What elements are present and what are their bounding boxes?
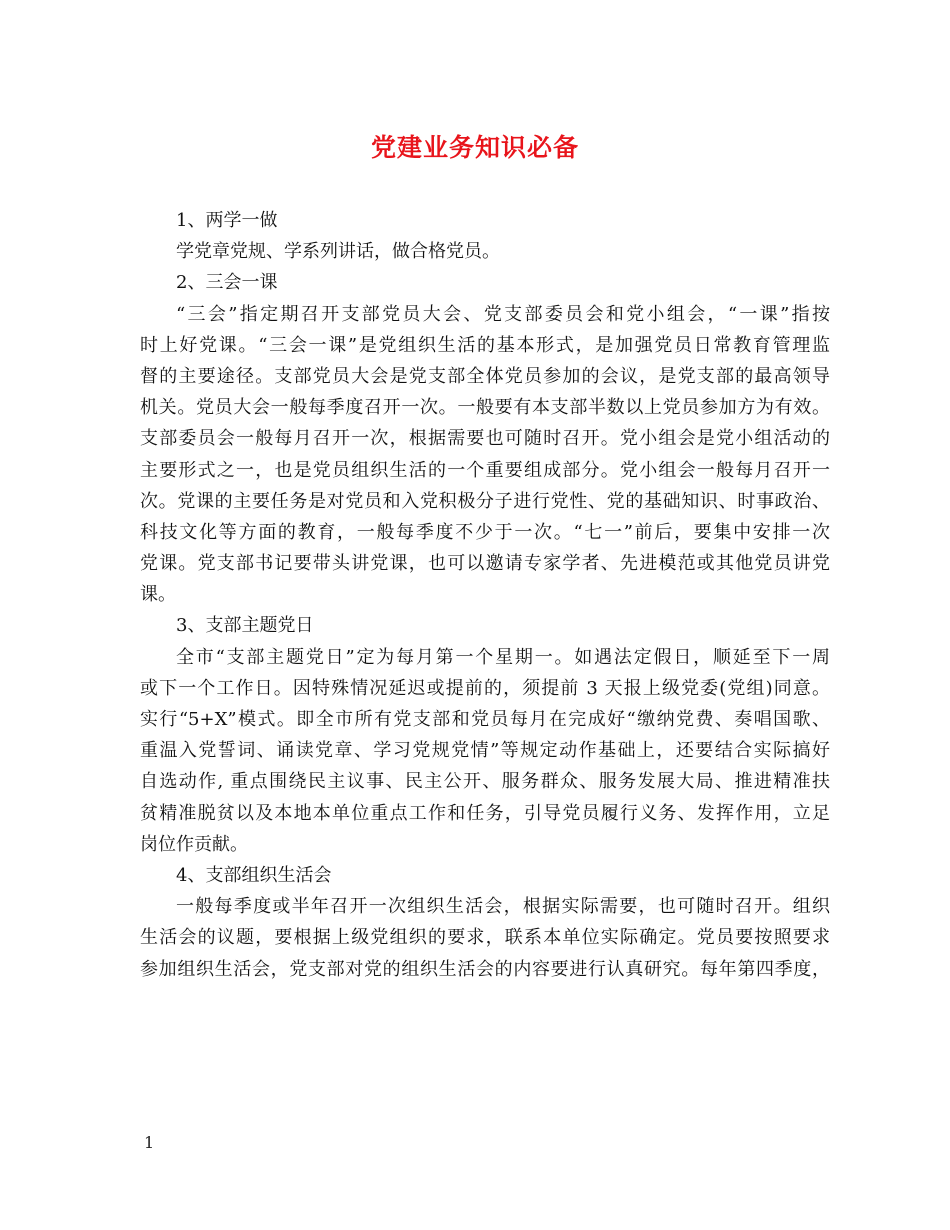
text-line: 督的主要途径。支部党员大会是党支部全体党员参加的会议，是党支部的最高领导 — [140, 365, 830, 387]
text-line: 3、支部主题党日 — [176, 615, 314, 637]
text-line: “三会”指定期召开支部党员大会、党支部委员会和党小组会，“一课”指按 — [176, 303, 830, 325]
text-line: 2、三会一课 — [176, 272, 278, 294]
text-line: 一般每季度或半年召开一次组织生活会，根据实际需要，也可随时召开。组织 — [176, 896, 830, 918]
text-line: 自选动作, 重点围绕民主议事、民主公开、服务群众、服务发展大局、推进精准扶 — [140, 771, 830, 793]
page-number: 1 — [144, 1133, 155, 1152]
document-title: 党建业务知识必备 — [370, 133, 579, 162]
text-line: 机关。党员大会一般每季度召开一次。一般要有本支部半数以上党员参加方为有效。 — [140, 397, 830, 419]
text-line: 科技文化等方面的教育，一般每季度不少于一次。“七一”前后，要集中安排一次 — [140, 521, 830, 543]
text-line: 支部委员会一般每月召开一次，根据需要也可随时召开。党小组会是党小组活动的 — [140, 428, 830, 450]
text-line: 岗位作贡献。 — [140, 833, 248, 855]
text-line: 实行“5+X”模式。即全市所有党支部和党员每月在完成好“缴纳党费、奏唱国歌、 — [140, 709, 830, 730]
text-line: 4、支部组织生活会 — [176, 864, 332, 886]
text-line: 时上好党课。“三会一课”是党组织生活的基本形式，是加强党员日常教育管理监 — [140, 334, 830, 356]
text-line: 全市“支部主题党日”定为每月第一个星期一。如遇法定假日，顺延至下一周 — [176, 646, 830, 668]
text-line: 主要形式之一，也是党员组织生活的一个重要组成部分。党小组会一般每月召开一 — [140, 459, 830, 481]
text-line: 重温入党誓词、诵读党章、学习党规党情”等规定动作基础上，还要结合实际搞好 — [140, 740, 830, 762]
text-line: 生活会的议题，要根据上级党组织的要求，联系本单位实际确定。党员要按照要求 — [140, 927, 830, 949]
document-body — [140, 205, 830, 985]
text-line: 参加组织生活会，党支部对党的组织生活会的内容要进行认真研究。每年第四季度， — [140, 958, 830, 980]
text-line: 或下一个工作日。因特殊情况延迟或提前的，须提前 3 天报上级党委(党组)同意。 — [140, 677, 830, 699]
text-line: 贫精准脱贫以及本地本单位重点工作和任务，引导党员履行义务、发挥作用，立足 — [140, 802, 830, 824]
text-line: 课。 — [140, 584, 176, 606]
text-line: 党课。党支部书记要带头讲党课，也可以邀请专家学者、先进模范或其他党员讲党 — [140, 553, 830, 575]
text-line: 1、两学一做 — [176, 210, 278, 231]
text-line: 学党章党规、学系列讲话，做合格党员。 — [176, 241, 500, 263]
text-line: 次。党课的主要任务是对党员和入党积极分子进行党性、党的基础知识、时事政治、 — [140, 490, 830, 512]
